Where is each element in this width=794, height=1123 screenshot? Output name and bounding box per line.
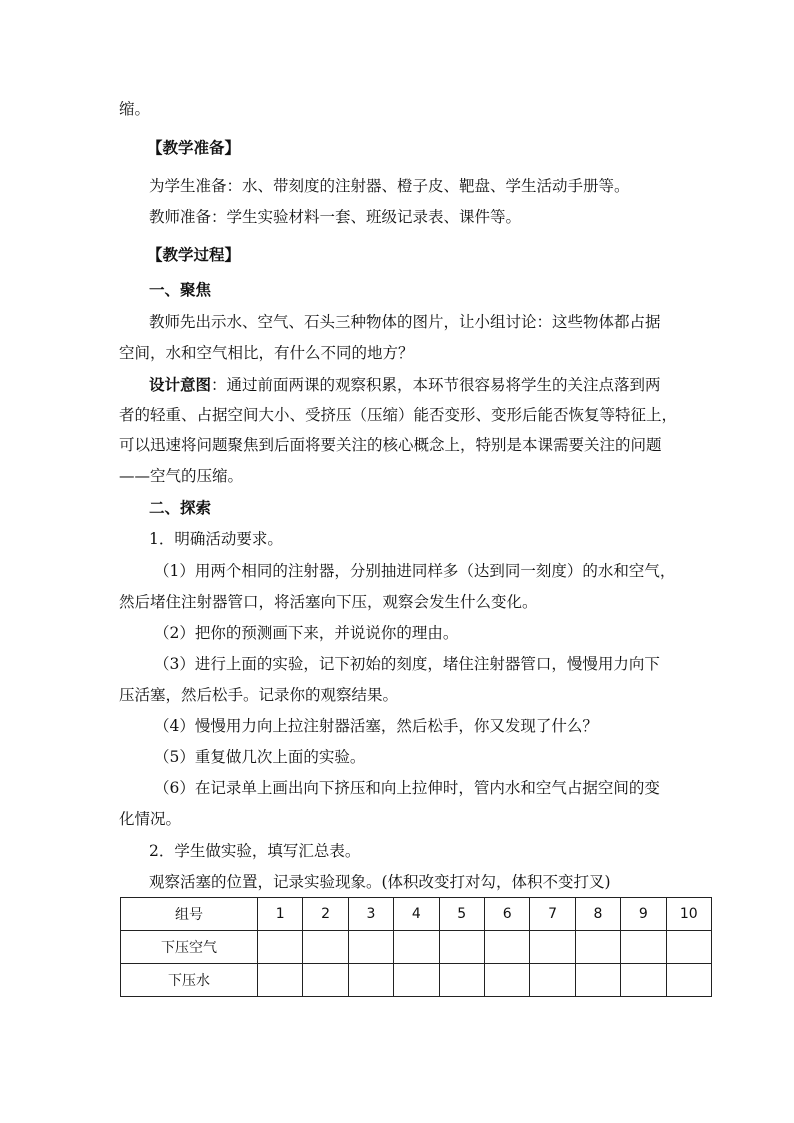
- design-intent-text: ：通过前面两课的观察积累，本环节很容易将学生的关注点落到两: [211, 376, 661, 394]
- table-cell: [530, 964, 575, 997]
- text-line: 教师先出示水、空气、石头三种物体的图片，让小组讨论：这些物体都占据: [149, 313, 661, 331]
- table-cell: [575, 964, 620, 997]
- group-number: 4: [394, 898, 439, 931]
- table-cell: [666, 964, 711, 997]
- text-line: （5）重复做几次上面的实验。: [154, 748, 366, 766]
- table-cell: [575, 931, 620, 964]
- record-table: [120, 897, 712, 997]
- group-number: 2: [303, 898, 348, 931]
- section-heading-process: 【教学过程】: [147, 246, 241, 264]
- table-row-water: [121, 964, 712, 997]
- group-number: 1: [258, 898, 303, 931]
- table-cell: [530, 931, 575, 964]
- table-cell: [621, 931, 666, 964]
- table-cell: [439, 964, 484, 997]
- text-line: （4）慢慢用力向上拉注射器活塞，然后松手，你又发现了什么？: [154, 717, 598, 735]
- text-line: 然后堵住注射器管口，将活塞向下压，观察会发生什么变化。: [119, 593, 538, 611]
- text-line: （6）在记录单上画出向下挤压和向上拉伸时，管内水和空气占据空间的变: [154, 779, 660, 797]
- table-cell: [303, 964, 348, 997]
- text-line: 者的轻重、占据空间大小、受挤压（压缩）能否变形、变形后能否恢复等特征上，: [119, 406, 678, 424]
- text-line: （3）进行上面的实验，记下初始的刻度，堵住注射器管口，慢慢用力向下: [154, 655, 660, 673]
- table-cell: [303, 931, 348, 964]
- table-cell: [348, 931, 393, 964]
- design-intent-label: 设计意图: [149, 376, 212, 394]
- group-number: 7: [530, 898, 575, 931]
- text-line: 压活塞，然后松手。记录你的观察结果。: [119, 686, 399, 704]
- section-heading-focus: 一、聚焦: [149, 281, 212, 299]
- text-line: 空间，水和空气相比，有什么不同的地方？: [119, 344, 414, 362]
- table-cell: [394, 964, 439, 997]
- row-label-air: 下压空气: [121, 931, 258, 964]
- text-line: 1．明确活动要求。: [149, 530, 283, 548]
- text-line: （1）用两个相同的注射器，分别抽进同样多（达到同一刻度）的水和空气，: [154, 562, 676, 580]
- table-cell: [439, 931, 484, 964]
- table-header-row: [121, 898, 712, 931]
- table-row-air: [121, 931, 712, 964]
- table-cell: [666, 931, 711, 964]
- text-line: 2．学生做实验，填写汇总表。: [149, 842, 361, 860]
- text-line: （2）把你的预测画下来，并说说你的理由。: [154, 624, 459, 642]
- section-heading-explore: 二、探索: [149, 499, 212, 517]
- row-label-water: 下压水: [121, 964, 258, 997]
- text-line: 为学生准备：水、带刻度的注射器、橙子皮、靶盘、学生活动手册等。: [149, 177, 630, 195]
- table-cell: [258, 964, 303, 997]
- design-intent-paragraph: [149, 374, 661, 396]
- table-header-label: 组号: [121, 898, 258, 931]
- table-cell: [484, 964, 529, 997]
- text-line: ——空气的压缩。: [119, 467, 244, 485]
- group-number: 3: [348, 898, 393, 931]
- text-line: 缩。: [119, 100, 151, 118]
- group-number: 8: [575, 898, 620, 931]
- section-heading-preparation: 【教学准备】: [147, 139, 241, 157]
- text-line: 可以迅速将问题聚焦到后面将要关注的核心概念上，特别是本课需要关注的问题: [119, 436, 662, 454]
- group-number: 9: [621, 898, 666, 931]
- table-cell: [394, 931, 439, 964]
- text-line: 观察活塞的位置，记录实验现象。(体积改变打对勾，体积不变打叉): [149, 873, 611, 891]
- group-number: 10: [666, 898, 711, 931]
- table-cell: [621, 964, 666, 997]
- table-cell: [348, 964, 393, 997]
- text-line: 教师准备：学生实验材料一套、班级记录表、课件等。: [149, 208, 522, 226]
- group-number: 5: [439, 898, 484, 931]
- group-number: 6: [484, 898, 529, 931]
- table-cell: [484, 931, 529, 964]
- text-line: 化情况。: [119, 810, 182, 828]
- table-cell: [258, 931, 303, 964]
